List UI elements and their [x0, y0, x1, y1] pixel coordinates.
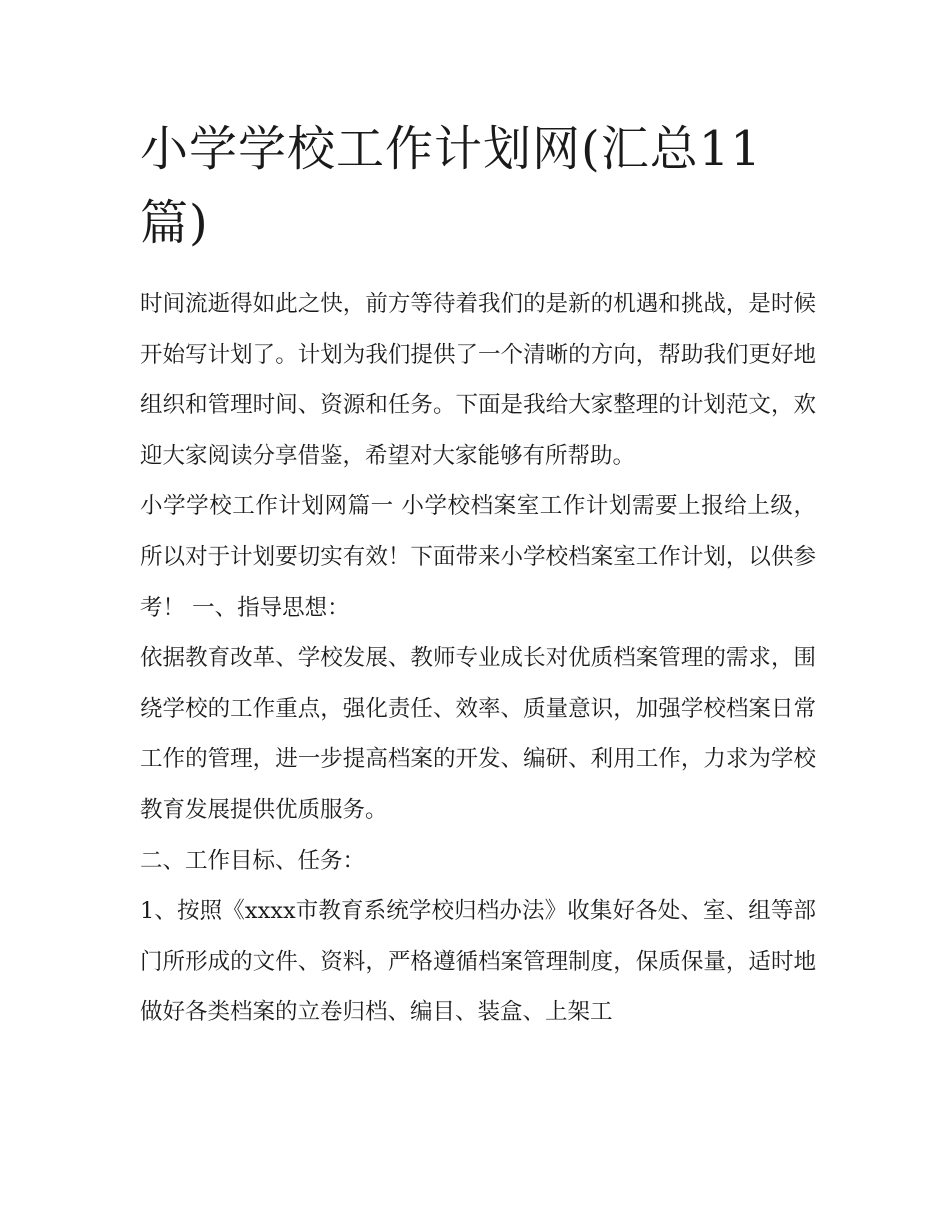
document-title: 小学学校工作计划网(汇总11篇): [140, 121, 762, 251]
paragraph-intro: 时间流逝得如此之快，前方等待着我们的是新的机遇和挑战，是时候开始写计划了。计划为我们提供了一个清晰的方向，帮助我们更好地组织和管理时间、资源和任务。下面是我给大家整理的计划范文，欢迎大家阅读分享借鉴，希望对大家能够有所帮助。: [140, 291, 816, 469]
paragraph-heading-goals: 二、工作目标、任务：: [140, 847, 366, 874]
paragraph-section-one: 小学学校工作计划网篇一 小学校档案室工作计划需要上报给上级，所以对于计划要切实有效！下面带来小学校档案室工作计划，以供参考！ 一、指导思想：: [140, 493, 816, 621]
paragraph-guiding-idea: 依据教育改革、学校发展、教师专业成长对优质档案管理的需求，围绕学校的工作重点，强化责任、效率、质量意识，加强学校档案日常工作的管理，进一步提高档案的开发、编研、利用工作，力求为学校教育发展提供优质服务。: [140, 645, 816, 823]
paragraph-item-1: 1、按照《xxxx市教育系统学校归档办法》收集好各处、室、组等部门所形成的文件、资料，严格遵循档案管理制度，保质保量，适时地做好各类档案的立卷归档、编目、装盒、上架工: [140, 898, 816, 1026]
document-body: [140, 279, 816, 1038]
